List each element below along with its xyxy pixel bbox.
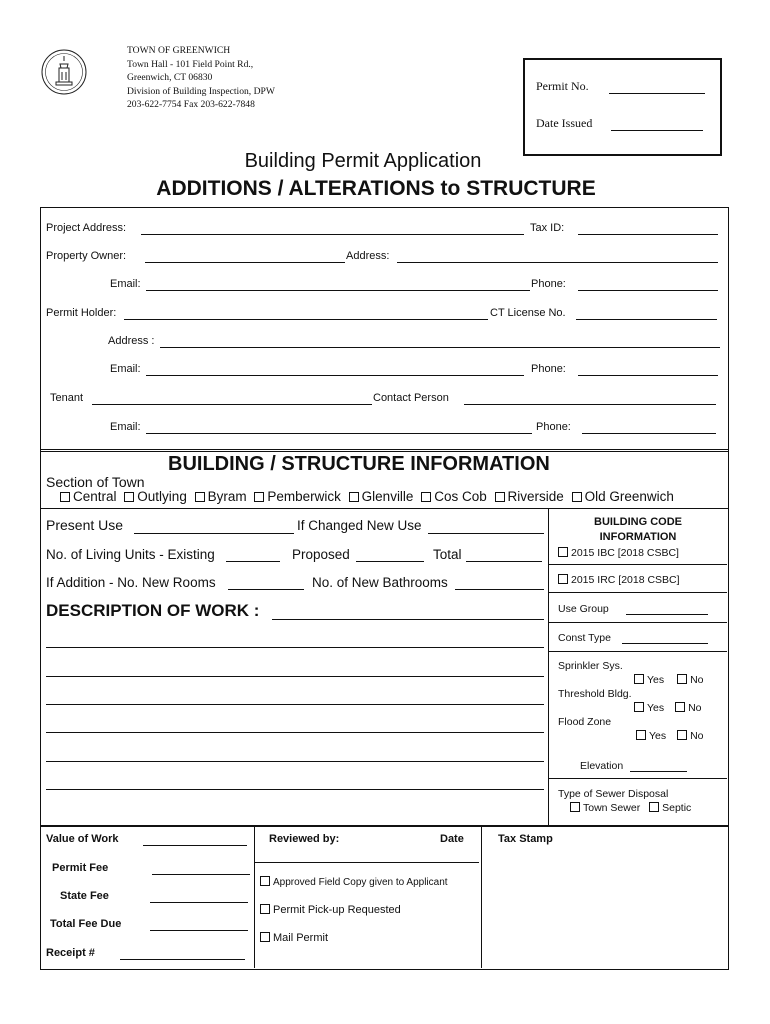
permit-fee-field[interactable] bbox=[152, 874, 250, 875]
owner-phone-label: Phone: bbox=[531, 278, 566, 290]
holder-address-field[interactable] bbox=[160, 347, 720, 348]
checkbox-icon bbox=[570, 802, 580, 812]
checkbox-icon bbox=[195, 492, 205, 502]
town-option[interactable]: Riverside bbox=[495, 489, 564, 504]
town-option[interactable]: Old Greenwich bbox=[572, 489, 674, 504]
town-option[interactable]: Outlying bbox=[124, 489, 187, 504]
total-fee-due-field[interactable] bbox=[150, 930, 248, 931]
form-subtitle: ADDITIONS / ALTERATIONS to STRUCTURE bbox=[156, 177, 596, 200]
threshold-yes[interactable]: Yes bbox=[634, 702, 664, 714]
contact-person-label: Contact Person bbox=[373, 392, 449, 404]
project-address-label: Project Address: bbox=[46, 222, 127, 234]
sprinkler-options bbox=[634, 674, 704, 686]
holder-address-label: Address : bbox=[108, 335, 155, 347]
checkbox-icon bbox=[421, 492, 431, 502]
section-divider bbox=[40, 508, 728, 509]
flood-zone-options bbox=[636, 730, 704, 742]
threshold-options bbox=[634, 702, 702, 714]
town-option[interactable]: Byram bbox=[195, 489, 247, 504]
septic-option[interactable]: Septic bbox=[649, 802, 691, 814]
fees-divider bbox=[254, 826, 255, 968]
description-line[interactable] bbox=[46, 704, 544, 705]
permit-holder-field[interactable] bbox=[124, 319, 488, 320]
flood-no[interactable]: No bbox=[677, 730, 703, 742]
holder-phone-field[interactable] bbox=[578, 375, 718, 376]
holder-email-field[interactable] bbox=[146, 375, 524, 376]
header-line: Town Hall - 101 Field Point Rd., bbox=[127, 58, 254, 70]
review-date-label: Date bbox=[440, 833, 464, 845]
description-line[interactable] bbox=[46, 647, 544, 648]
owner-email-label: Email: bbox=[110, 278, 141, 290]
tenant-field[interactable] bbox=[92, 404, 372, 405]
building-heading: BUILDING / STRUCTURE INFORMATION bbox=[168, 453, 550, 475]
use-group-label: Use Group bbox=[558, 603, 609, 615]
permit-no-label: Permit No. bbox=[536, 79, 589, 93]
town-options bbox=[60, 489, 674, 504]
owner-phone-field[interactable] bbox=[578, 290, 718, 291]
description-line[interactable] bbox=[46, 676, 544, 677]
permit-number-box bbox=[523, 58, 722, 156]
town-option[interactable]: Pemberwick bbox=[254, 489, 341, 504]
sprinkler-no[interactable]: No bbox=[677, 674, 703, 686]
sprinkler-yes[interactable]: Yes bbox=[634, 674, 664, 686]
state-fee-label: State Fee bbox=[60, 890, 109, 902]
value-of-work-field[interactable] bbox=[143, 845, 247, 846]
contact-person-field[interactable] bbox=[464, 404, 716, 405]
checkbox-icon bbox=[572, 492, 582, 502]
town-option[interactable]: Glenville bbox=[349, 489, 414, 504]
owner-address-field[interactable] bbox=[397, 262, 718, 263]
sewer-options bbox=[570, 802, 691, 814]
state-fee-field[interactable] bbox=[150, 902, 248, 903]
date-issued-label: Date Issued bbox=[536, 116, 593, 130]
fees-section bbox=[40, 825, 729, 970]
new-use-field[interactable] bbox=[428, 533, 544, 534]
checkbox-icon bbox=[260, 932, 270, 942]
addition-rooms-label: If Addition - No. New Rooms bbox=[46, 575, 216, 590]
checkbox-icon bbox=[649, 802, 659, 812]
checkbox-icon bbox=[675, 702, 685, 712]
tenant-email-field[interactable] bbox=[146, 433, 532, 434]
pickup-option[interactable]: Permit Pick-up Requested bbox=[260, 904, 401, 916]
checkbox-icon bbox=[495, 492, 505, 502]
elevation-label: Elevation bbox=[580, 760, 624, 772]
code-divider bbox=[549, 778, 727, 779]
contact-section bbox=[40, 207, 729, 452]
date-issued-field[interactable] bbox=[611, 130, 703, 131]
total-fee-due-label: Total Fee Due bbox=[50, 918, 122, 930]
header-line: 203-622-7754 Fax 203-622-7848 bbox=[127, 99, 255, 111]
permit-holder-label: Permit Holder: bbox=[46, 307, 117, 319]
town-sewer-option[interactable]: Town Sewer bbox=[570, 802, 640, 814]
stamp-divider bbox=[481, 826, 482, 968]
code-info-heading: BUILDING CODE INFORMATION bbox=[594, 516, 682, 543]
proposed-field[interactable] bbox=[356, 561, 424, 562]
checkbox-icon bbox=[634, 702, 644, 712]
description-line[interactable] bbox=[46, 761, 544, 762]
total-label: Total bbox=[433, 547, 462, 562]
approved-copy-option[interactable]: Approved Field Copy given to Applicant bbox=[260, 876, 448, 888]
property-owner-field[interactable] bbox=[145, 262, 345, 263]
code-divider bbox=[549, 651, 727, 652]
use-group-field[interactable] bbox=[626, 614, 708, 615]
code-divider bbox=[549, 564, 727, 565]
ct-license-field[interactable] bbox=[576, 319, 717, 320]
const-type-field[interactable] bbox=[622, 643, 708, 644]
town-option[interactable]: Central bbox=[60, 489, 117, 504]
elevation-field[interactable] bbox=[630, 771, 687, 772]
checkbox-icon bbox=[60, 492, 70, 502]
living-units-label: No. of Living Units - Existing bbox=[46, 547, 215, 562]
tenant-phone-field[interactable] bbox=[582, 433, 716, 434]
new-rooms-field[interactable] bbox=[228, 589, 304, 590]
section-of-town-label: Section of Town bbox=[46, 474, 145, 490]
checkbox-icon bbox=[260, 904, 270, 914]
header-line: TOWN OF GREENWICH bbox=[127, 45, 231, 56]
irc-option[interactable]: 2015 IRC [2018 CSBC] bbox=[558, 574, 680, 586]
building-section bbox=[40, 449, 729, 827]
town-option[interactable]: Cos Cob bbox=[421, 489, 487, 504]
code-divider bbox=[549, 622, 727, 623]
present-use-label: Present Use bbox=[46, 517, 124, 533]
checkbox-icon bbox=[677, 674, 687, 684]
receipt-field[interactable] bbox=[120, 959, 245, 960]
description-line[interactable] bbox=[46, 732, 544, 733]
tenant-email-label: Email: bbox=[110, 421, 141, 433]
permit-no-field[interactable] bbox=[609, 93, 705, 94]
checkbox-icon bbox=[254, 492, 264, 502]
checkbox-icon bbox=[124, 492, 134, 502]
new-use-label: If Changed New Use bbox=[297, 518, 422, 533]
reviewed-by-field[interactable] bbox=[255, 862, 479, 863]
mail-permit-option[interactable]: Mail Permit bbox=[260, 932, 328, 944]
threshold-no[interactable]: No bbox=[675, 702, 701, 714]
new-bathrooms-field[interactable] bbox=[455, 589, 544, 590]
living-units-existing-field[interactable] bbox=[226, 561, 280, 562]
header-line: Greenwich, CT 06830 bbox=[127, 72, 213, 84]
const-type-label: Const Type bbox=[558, 632, 611, 644]
checkbox-icon bbox=[634, 674, 644, 684]
holder-email-label: Email: bbox=[110, 363, 141, 375]
threshold-label: Threshold Bldg. bbox=[558, 688, 632, 700]
description-label: DESCRIPTION OF WORK : bbox=[46, 601, 260, 620]
tax-id-label: Tax ID: bbox=[530, 222, 565, 234]
header-line: Division of Building Inspection, DPW bbox=[127, 85, 275, 97]
ibc-option[interactable]: 2015 IBC [2018 CSBC] bbox=[558, 547, 679, 559]
owner-address-label: Address: bbox=[346, 250, 390, 262]
town-address-block bbox=[127, 44, 275, 112]
present-use-field[interactable] bbox=[134, 533, 294, 534]
value-of-work-label: Value of Work bbox=[46, 833, 119, 845]
proposed-label: Proposed bbox=[292, 547, 350, 562]
town-seal-logo bbox=[40, 48, 88, 96]
description-line[interactable] bbox=[46, 789, 544, 790]
total-field[interactable] bbox=[466, 561, 542, 562]
sprinkler-label: Sprinkler Sys. bbox=[558, 660, 623, 672]
property-owner-label: Property Owner: bbox=[46, 250, 127, 262]
new-bathrooms-label: No. of New Bathrooms bbox=[312, 575, 448, 590]
checkbox-icon bbox=[558, 547, 568, 557]
project-address-field[interactable] bbox=[141, 234, 524, 235]
checkbox-icon bbox=[558, 574, 568, 584]
form-title: Building Permit Application bbox=[244, 150, 482, 172]
code-divider bbox=[549, 592, 727, 593]
tenant-label: Tenant bbox=[50, 392, 84, 404]
description-field[interactable] bbox=[272, 619, 544, 620]
receipt-label: Receipt # bbox=[46, 947, 95, 959]
checkbox-icon bbox=[260, 876, 270, 886]
flood-zone-label: Flood Zone bbox=[558, 716, 612, 728]
sewer-label: Type of Sewer Disposal bbox=[558, 788, 669, 800]
holder-phone-label: Phone: bbox=[531, 363, 566, 375]
tax-id-field[interactable] bbox=[578, 234, 718, 235]
tax-stamp-label: Tax Stamp bbox=[498, 833, 553, 845]
permit-fee-label: Permit Fee bbox=[52, 862, 109, 874]
owner-email-field[interactable] bbox=[146, 290, 530, 291]
checkbox-icon bbox=[636, 730, 646, 740]
reviewed-by-label: Reviewed by: bbox=[269, 833, 340, 845]
ct-license-label: CT License No. bbox=[490, 307, 566, 319]
checkbox-icon bbox=[677, 730, 687, 740]
flood-yes[interactable]: Yes bbox=[636, 730, 666, 742]
checkbox-icon bbox=[349, 492, 359, 502]
tenant-phone-label: Phone: bbox=[536, 421, 571, 433]
